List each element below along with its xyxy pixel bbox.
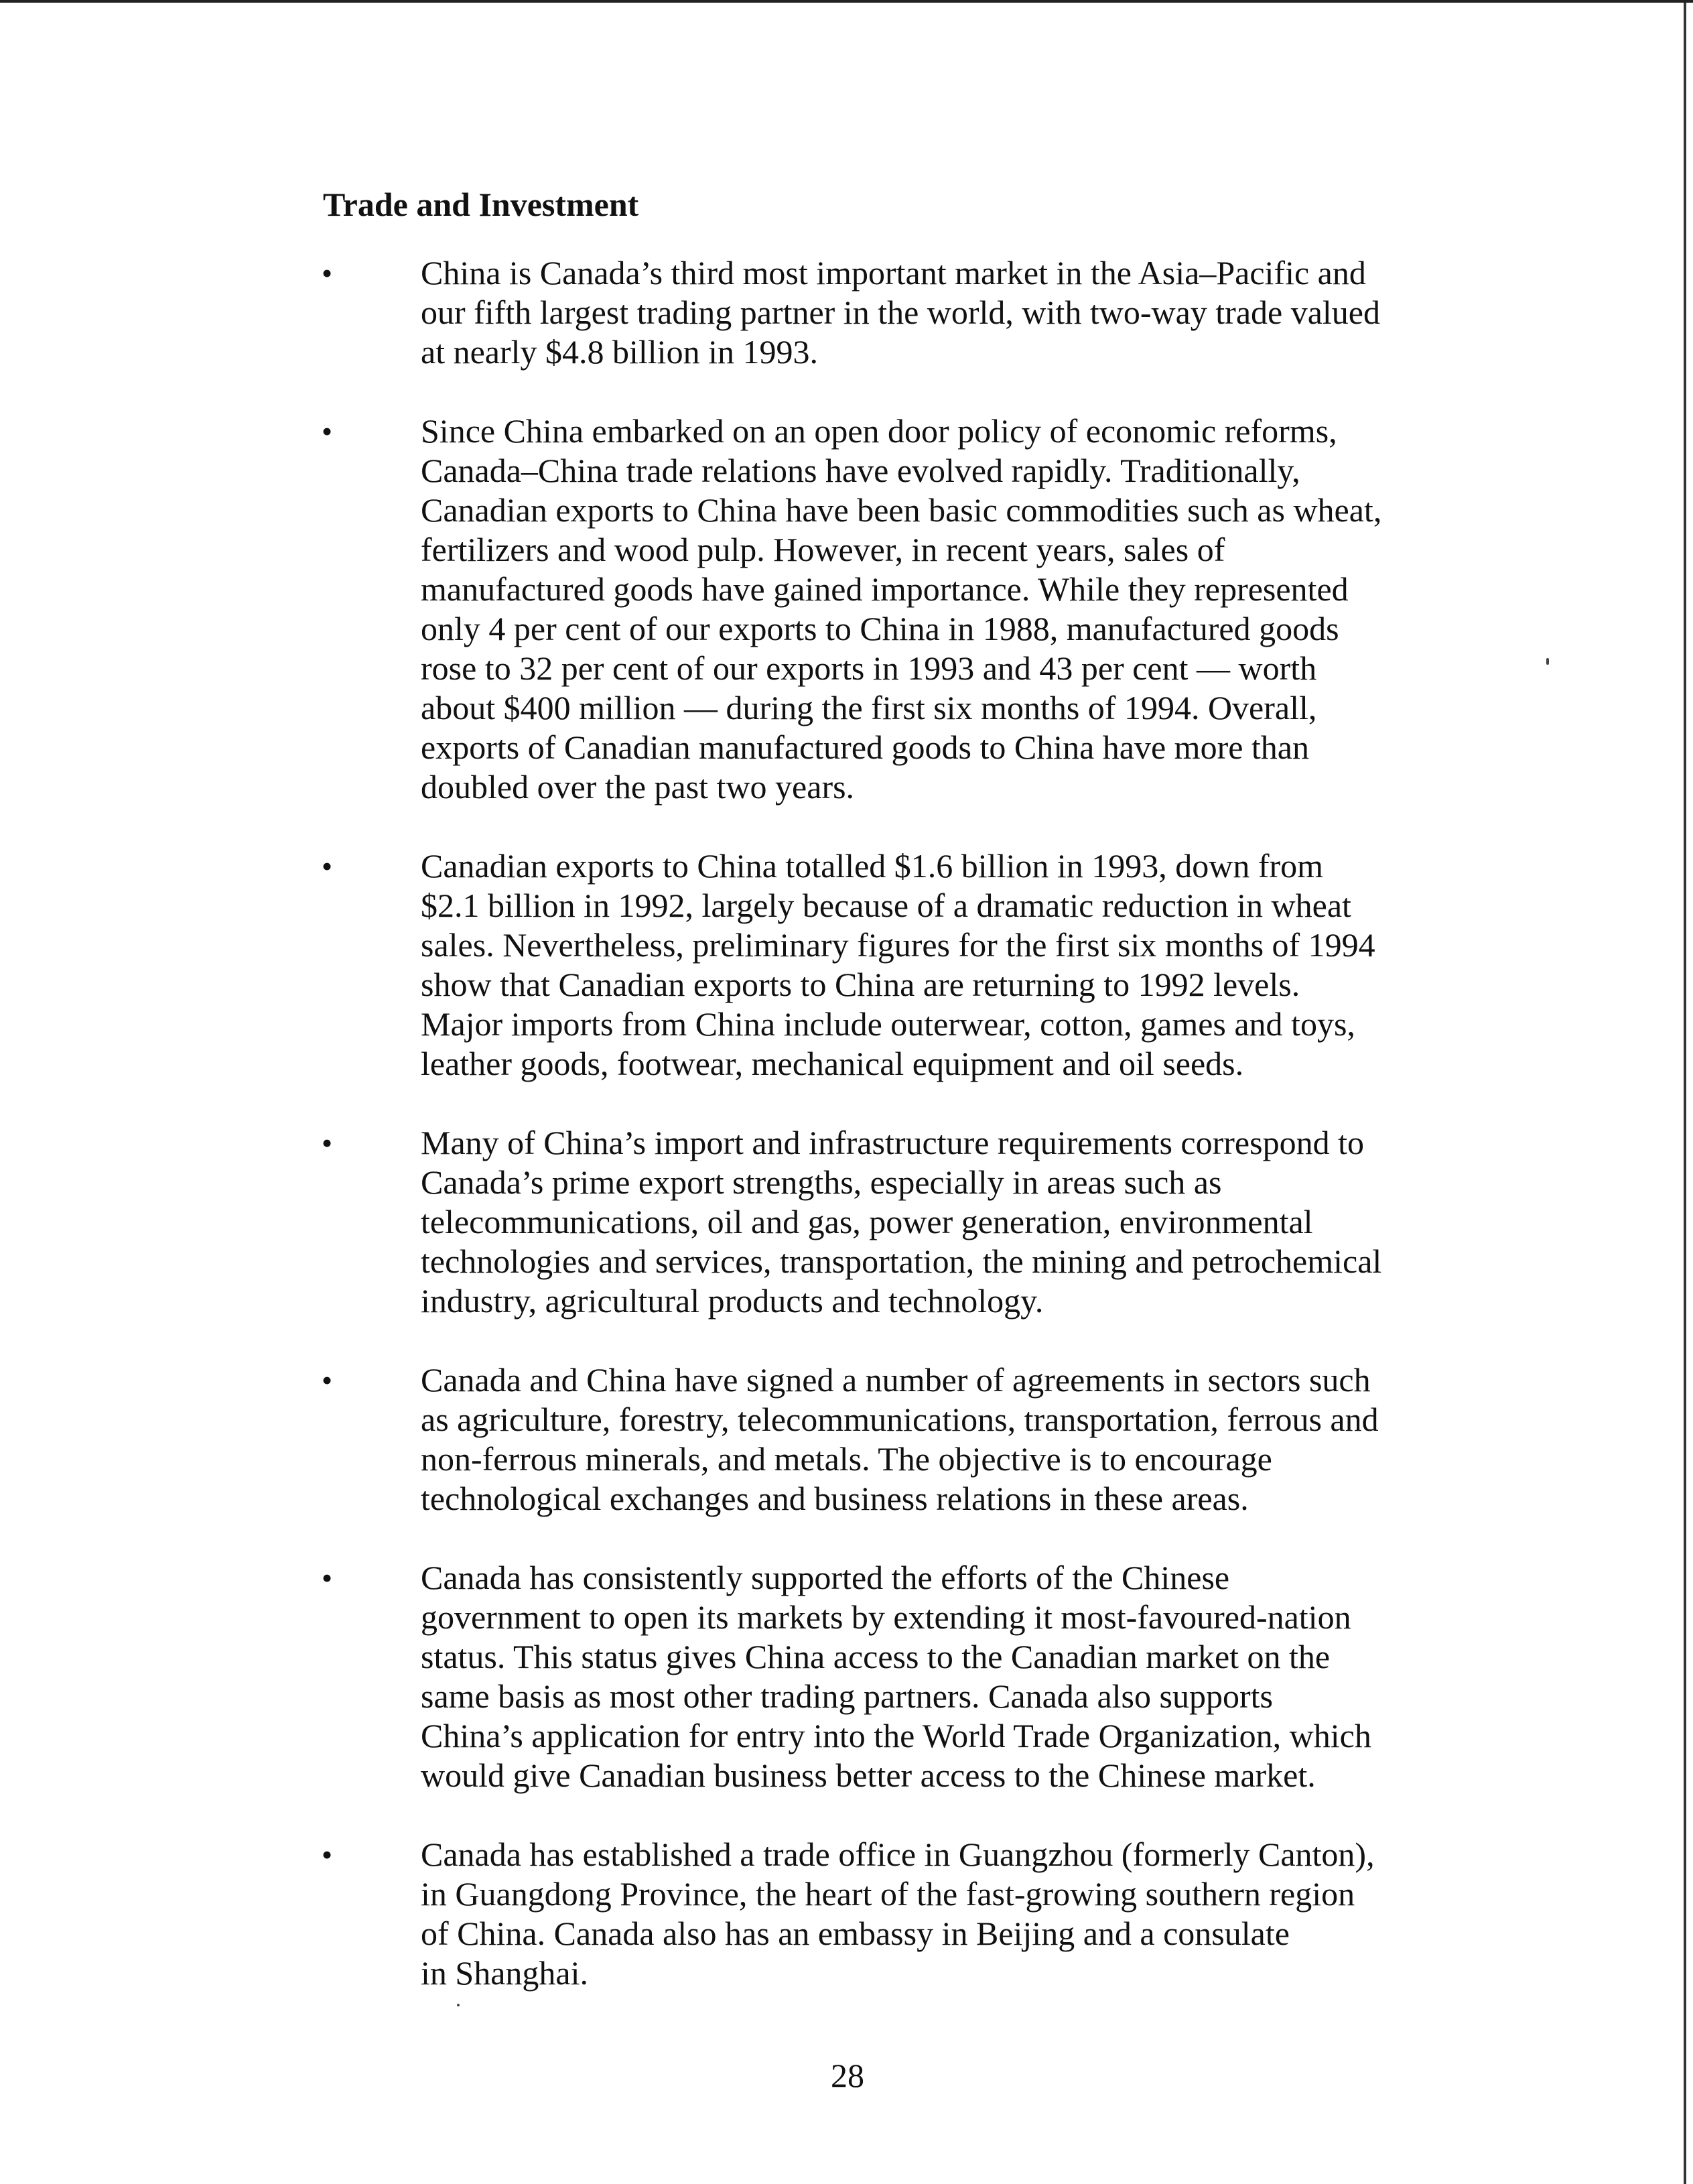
scan-edge-corner	[1668, 0, 1686, 3]
scan-speck	[457, 2004, 460, 2006]
bullet-item	[315, 1835, 1568, 1993]
scan-edge-right	[1684, 0, 1686, 2184]
bullet-glyph: •	[322, 849, 333, 883]
scan-speck	[1546, 658, 1549, 665]
bullet-text: Canada has established a trade office in Guangzhou (formerly Canton), in Guangdong Province, the heart of the fast-growing southern region of China. Canada also has an embassy in Beijing and a consulate in Shanghai.	[421, 1836, 1375, 1992]
bullet-glyph: •	[322, 1363, 333, 1397]
bullet-item	[315, 253, 1568, 372]
bullet-glyph: •	[322, 1838, 333, 1872]
bullet-item	[315, 846, 1568, 1084]
bullet-glyph: •	[322, 414, 333, 448]
bullet-text: Canada and China have signed a number of agreements in sectors such as agriculture, forestry, telecommunications, transportation, ferrous and non-ferrous minerals, and metals. The objective is to encourage technological exchanges and business relations in these areas.	[421, 1361, 1379, 1517]
bullet-item	[315, 411, 1568, 807]
bullet-glyph: •	[322, 1561, 333, 1595]
bullet-text: Canadian exports to China totalled $1.6 billion in 1993, down from $2.1 billion in 1992, largely because of a dramatic reduction in wheat sales. Nevertheless, preliminary figures for the first six months of 1994 show that Canadian exports to China are returning to 1992 levels. Major imports from China include outerwear, cotton, games and toys, leather goods, footwear, mechanical equipment and oil seeds.	[421, 847, 1375, 1082]
bullet-glyph: •	[322, 256, 333, 290]
bullet-text: Since China embarked on an open door policy of economic reforms, Canada–China trade relations have evolved rapidly. Traditionally, Canadian exports to China have been basic commodities such as wheat, fertilizers and wood pulp. However, in recent years, sales of manufactured goods have gained importance. While they represented only 4 per cent of our exports to China in 1988, manufactured goods rose to 32 per cent of our exports in 1993 and 43 per cent — worth about $400 million — during the first six months of 1994. Overall, exports of Canadian manufactured goods to China have more than doubled over the past two years.	[421, 412, 1382, 806]
bullet-text: Many of China’s import and infrastructure requirements correspond to Canada’s prime export strengths, especially in areas such as telecommunications, oil and gas, power generation, environmental technologies and services, transportation, the mining and petrochemical industry, agricultural products and technology.	[421, 1124, 1382, 1320]
bullet-item	[315, 1360, 1568, 1519]
bullet-item	[315, 1558, 1568, 1795]
page-number: 28	[831, 2057, 864, 2094]
bullet-list	[315, 253, 1521, 2033]
bullet-item	[315, 1123, 1568, 1321]
bullet-text: Canada has consistently supported the efforts of the Chinese government to open its markets by extending it most-favoured-nation status. This status gives China access to the Canadian market on the same basis as most other trading partners. Canada also supports China’s application for entry into the World Trade Organization, which would give Canadian business better access to the Chinese market.	[421, 1559, 1371, 1794]
section-heading: Trade and Investment	[323, 186, 639, 223]
bullet-text: China is Canada’s third most important market in the Asia–Pacific and our fifth largest trading partner in the world, with two-way trade valued at nearly $4.8 billion in 1993.	[421, 254, 1380, 371]
scan-edge-top	[0, 0, 1693, 3]
bullet-glyph: •	[322, 1126, 333, 1160]
